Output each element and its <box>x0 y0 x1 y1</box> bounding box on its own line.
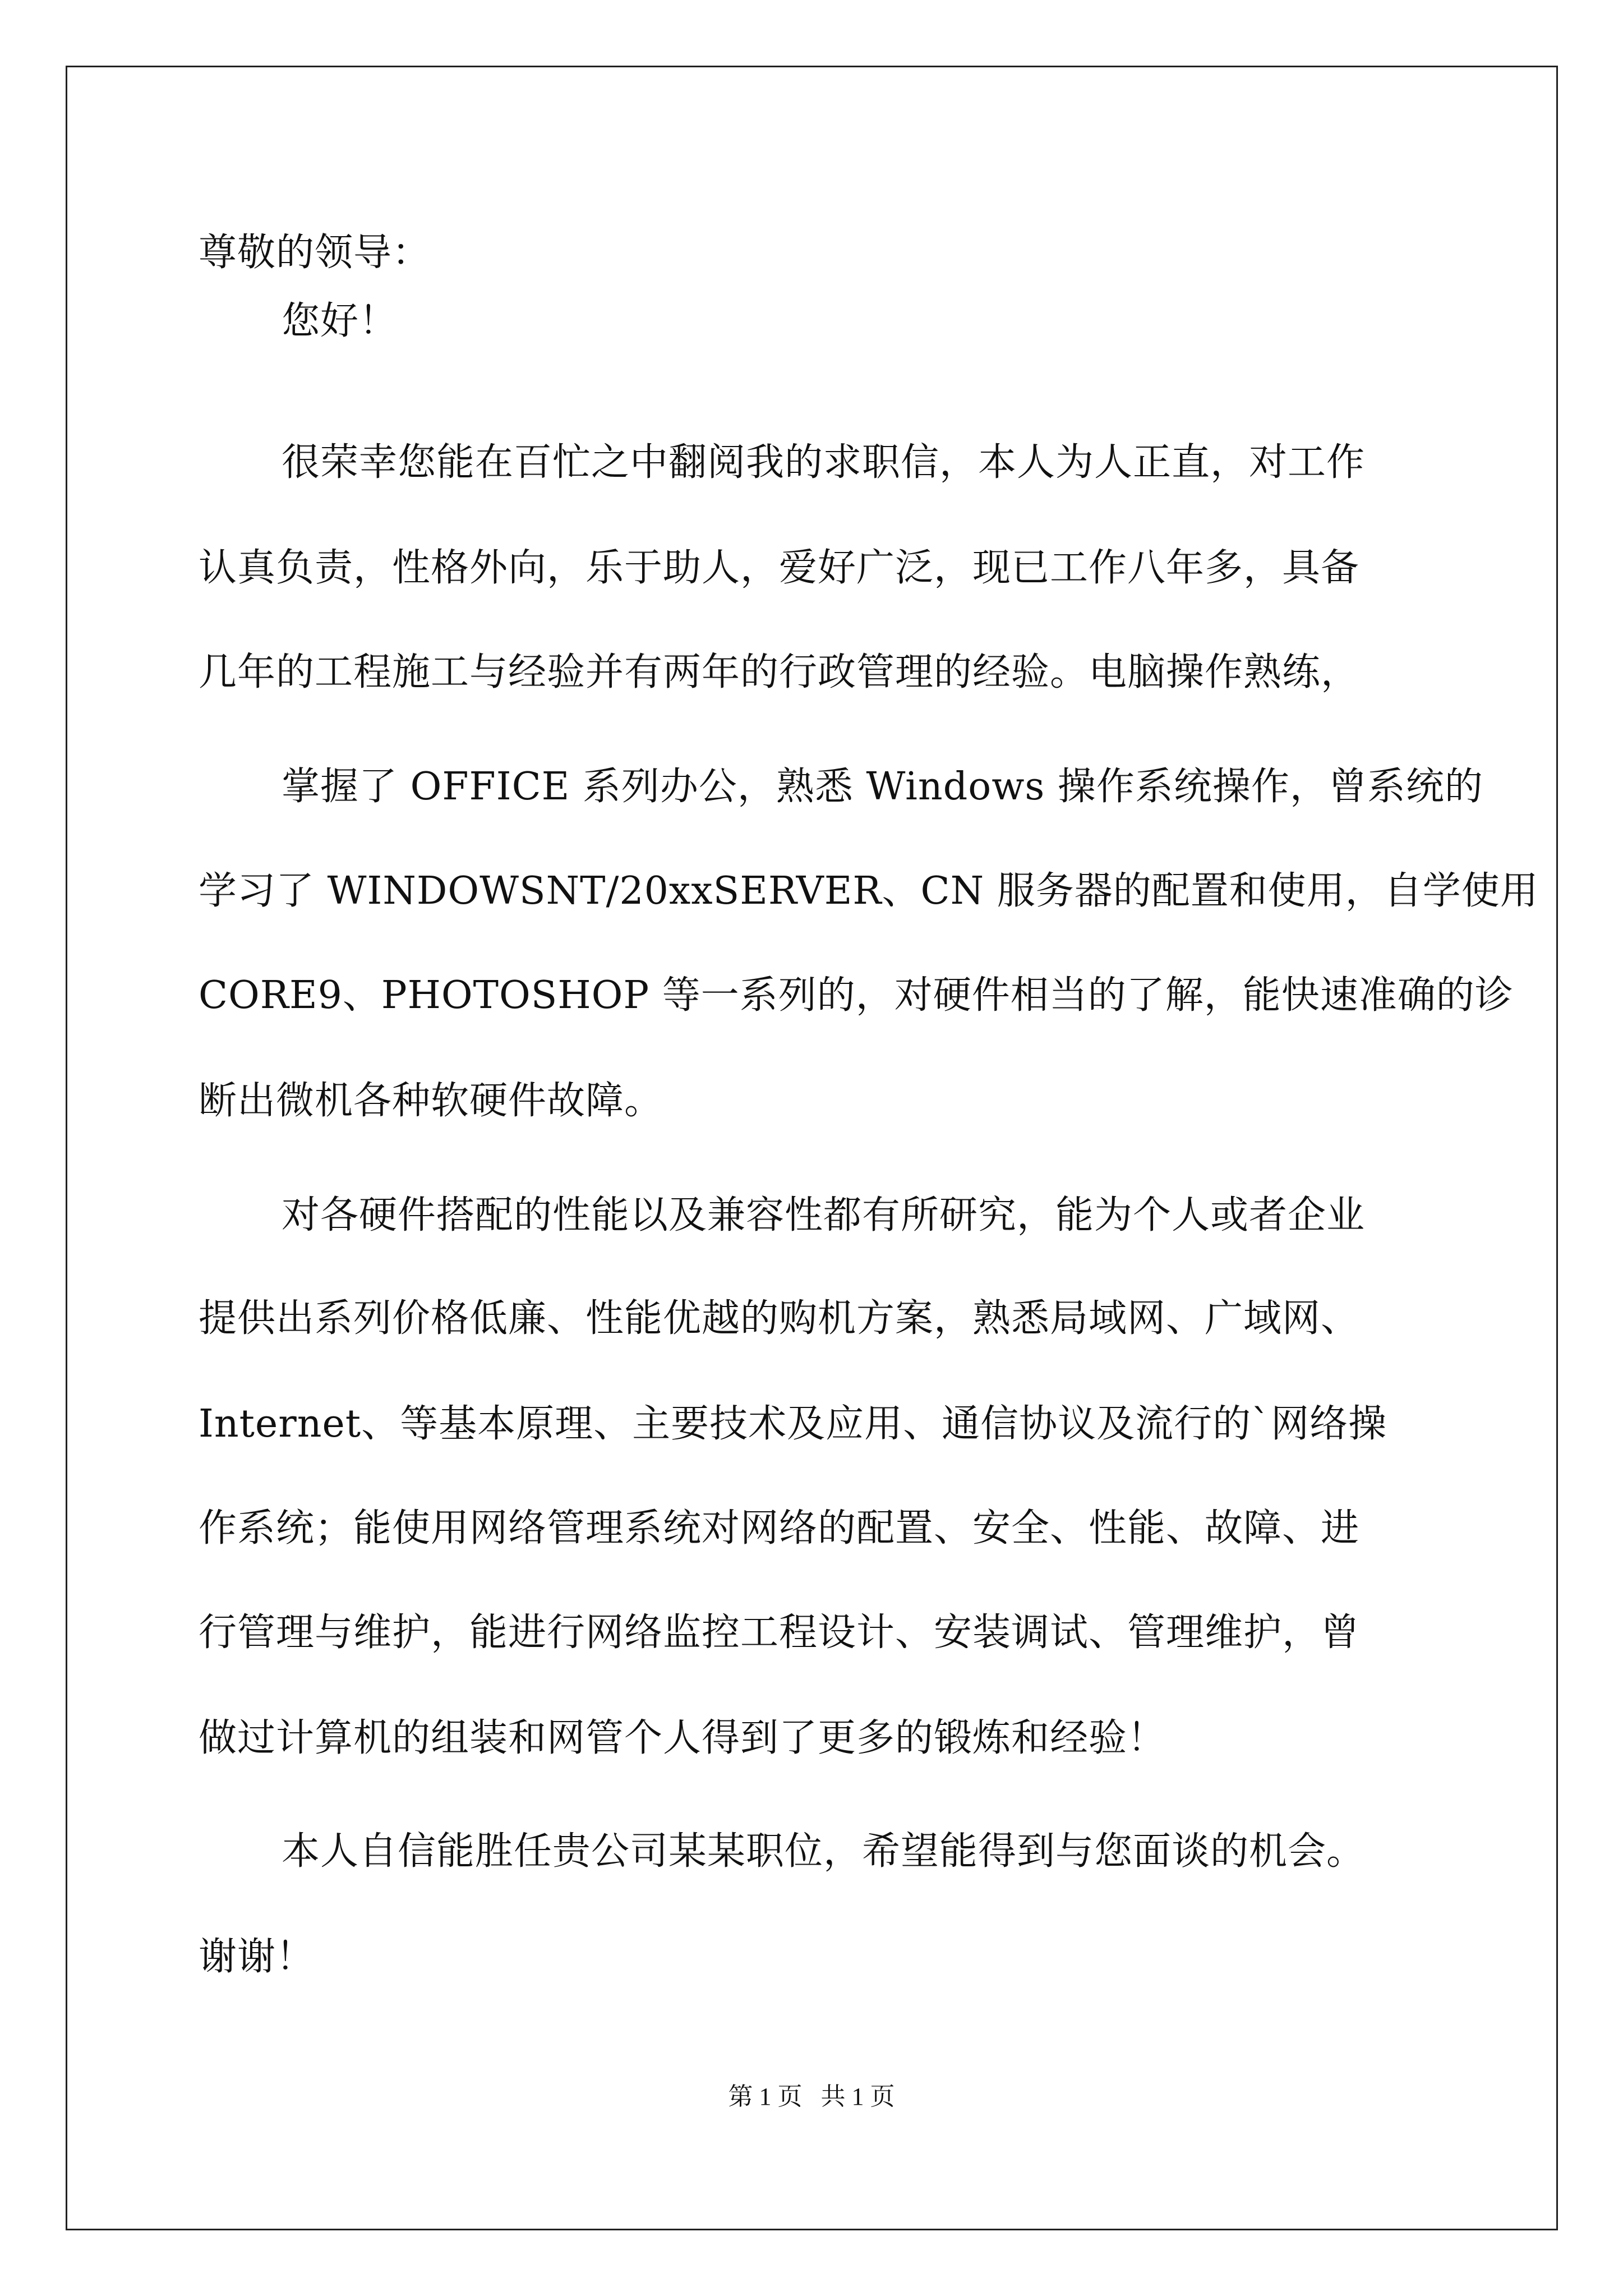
paragraph-1-line-1: 很荣幸您能在百忙之中翻阅我的求职信，本人为人正直，对工作 <box>282 440 1366 485</box>
paragraph-2-line-4: 断出微机各种软硬件故障。 <box>199 1079 663 1123</box>
paragraph-3-line-5: 行管理与维护，能进行网络监控工程设计、安装调试、管理维护，曾 <box>199 1611 1360 1655</box>
page-border <box>66 66 1558 2230</box>
paragraph-1-line-2: 认真负责，性格外向，乐于助人，爱好广泛，现已工作八年多，具备 <box>199 546 1360 590</box>
paragraph-3-line-1: 对各硬件搭配的性能以及兼容性都有所研究，能为个人或者企业 <box>282 1193 1366 1237</box>
salutation: 尊敬的领导： <box>199 231 431 275</box>
paragraph-3-line-6: 做过计算机的组装和网管个人得到了更多的锻炼和经验！ <box>199 1716 1166 1760</box>
paragraph-4-line-1: 本人自信能胜任贵公司某某职位，希望能得到与您面谈的机会。 <box>282 1829 1366 1874</box>
paragraph-2-line-2: 学习了 WINDOWSNT/20xxSERVER、CN 服务器的配置和使用，自学使用 <box>199 869 1539 913</box>
greeting: 您好！ <box>282 299 398 343</box>
paragraph-2-line-3: CORE9、PHOTOSHOP 等一系列的，对硬件相当的了解，能快速准确的诊 <box>199 973 1514 1018</box>
paragraph-3-line-3: Internet、等基本原理、主要技术及应用、通信协议及流行的`网络操 <box>199 1402 1387 1446</box>
page-footer: 第 1 页 共 1 页 <box>728 2083 895 2110</box>
paragraph-2-line-1: 掌握了 OFFICE 系列办公，熟悉 Windows 操作系统操作，曾系统的 <box>282 765 1483 809</box>
paragraph-1-line-3: 几年的工程施工与经验并有两年的行政管理的经验。电脑操作熟练， <box>199 650 1360 694</box>
paragraph-3-line-4: 作系统；能使用网络管理系统对网络的配置、安全、性能、故障、进 <box>199 1506 1360 1550</box>
paragraph-3-line-2: 提供出系列价格低廉、性能优越的购机方案，熟悉局域网、广域网、 <box>199 1296 1360 1341</box>
closing-thanks: 谢谢！ <box>199 1935 315 1979</box>
